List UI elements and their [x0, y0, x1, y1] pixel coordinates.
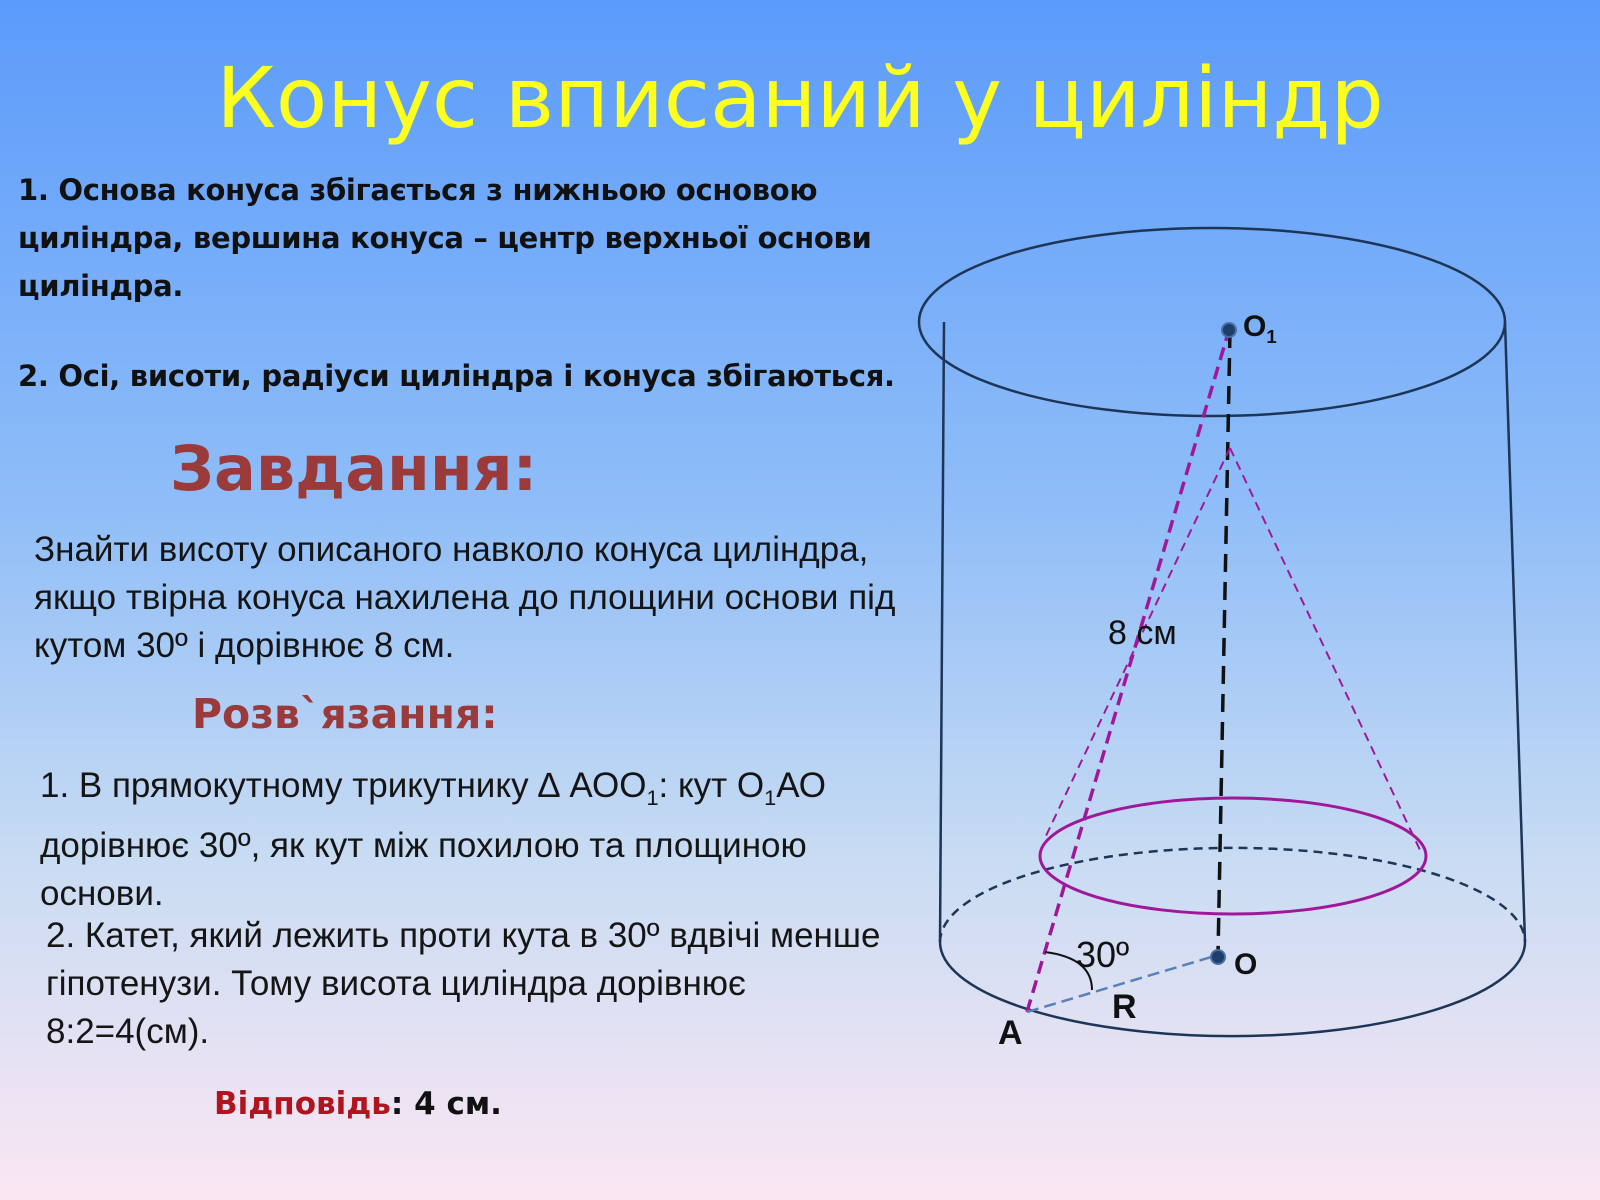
cylinder-right-side	[1505, 322, 1525, 942]
inner-cone-right-edge	[1230, 448, 1420, 850]
task-heading: Завдання:	[170, 432, 538, 505]
step1-part-c: АО дорівнює 30º, як кут між похилою та площиною основи.	[40, 766, 827, 913]
rule-2: 2. Осі, висоти, радіуси циліндра і конуса збігаються.	[18, 359, 895, 393]
step1-subscript-1: 1	[646, 785, 659, 810]
label-R: R	[1112, 988, 1137, 1026]
step1-part-a: 1. В прямокутному трикутнику ∆ АОО	[40, 766, 647, 805]
cylinder-bottom-back	[940, 848, 1525, 942]
solution-step-2: 2. Катет, який лежить проти кута в 30º вдвічі менше гіпотенузи. Тому висота циліндра дорівнює 8:2=4(см).	[46, 916, 881, 1051]
label-O1-subscript: 1	[1266, 326, 1277, 347]
step1-part-b: : кут О	[658, 766, 765, 805]
solution-heading: Розв`язання:	[192, 690, 498, 738]
point-O	[1211, 950, 1225, 964]
label-O1-letter: О	[1243, 310, 1267, 343]
label-A: А	[998, 1014, 1023, 1052]
inner-circle	[1040, 798, 1426, 914]
cylinder-bottom-front	[940, 942, 1525, 1036]
step1-subscript-2: 1	[764, 785, 777, 810]
label-O1	[1243, 310, 1277, 348]
answer-label: Відповідь	[214, 1086, 391, 1122]
rule-1: 1. Основа конуса збігається з нижньою основою циліндра, вершина конуса – центр верхньої основи циліндра.	[18, 173, 872, 303]
label-O: О	[1234, 948, 1258, 981]
point-O1	[1222, 323, 1236, 337]
generatrix-A-O1	[1027, 330, 1229, 1012]
height-axis	[1218, 330, 1230, 955]
label-angle: 30º	[1076, 934, 1130, 975]
task-text: Знайти висоту описаного навколо конуса циліндра, якщо твірна конуса нахилена до площини основи під кутом 30º і дорівнює 8 см.	[34, 530, 896, 665]
cylinder-left-side	[940, 322, 944, 942]
answer-value: : 4 см.	[390, 1086, 502, 1122]
label-length: 8 см	[1108, 614, 1177, 652]
slide-title: Конус вписаний у циліндр	[216, 49, 1384, 147]
